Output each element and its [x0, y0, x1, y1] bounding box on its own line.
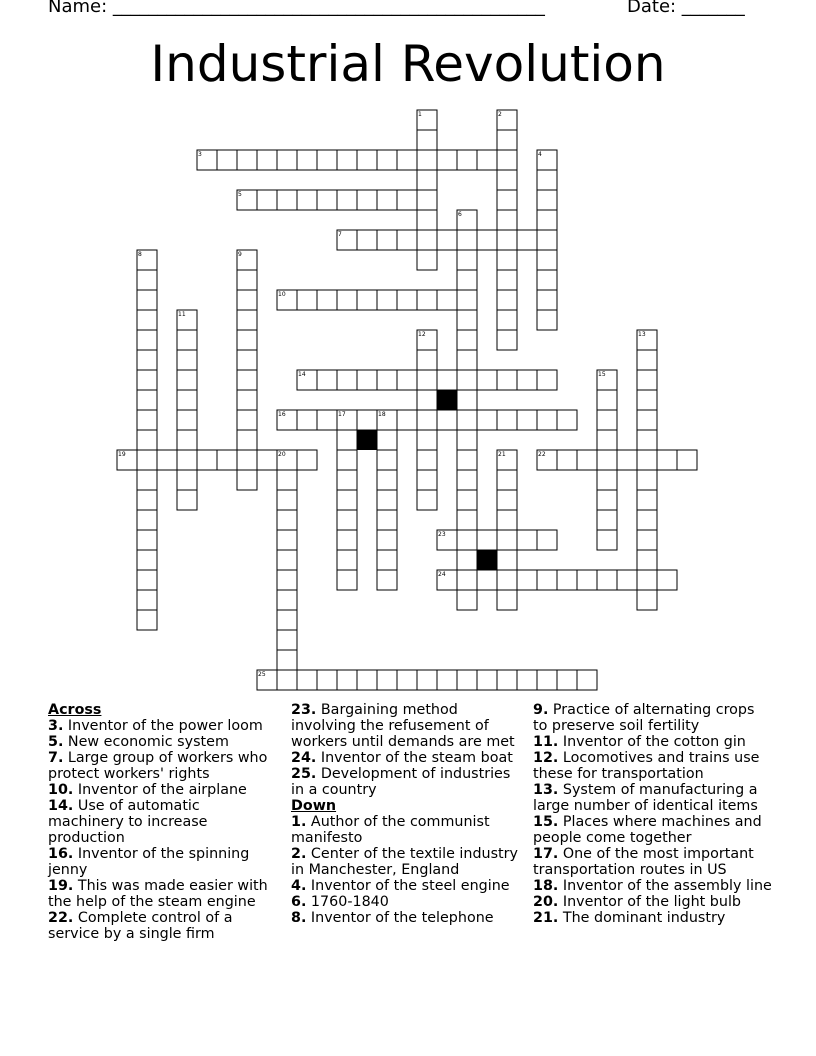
grid-cell[interactable] — [557, 570, 577, 590]
grid-cell[interactable] — [537, 230, 557, 250]
grid-cell[interactable] — [437, 670, 457, 690]
grid-number: 23 — [438, 531, 446, 538]
grid-cell[interactable] — [597, 390, 617, 410]
grid-cell[interactable] — [557, 410, 577, 430]
grid-cell[interactable] — [177, 330, 197, 350]
grid-cell[interactable] — [277, 570, 297, 590]
grid-cell[interactable] — [297, 290, 317, 310]
grid-cell[interactable] — [437, 370, 457, 390]
grid-cell[interactable] — [237, 290, 257, 310]
grid-cell[interactable] — [517, 370, 537, 390]
clue-down-15: 15. Places where machines and people come together — [533, 814, 762, 846]
grid-cell[interactable] — [677, 450, 697, 470]
grid-cell[interactable] — [377, 530, 397, 550]
grid-cell[interactable] — [497, 510, 517, 530]
grid-cell[interactable] — [417, 490, 437, 510]
clue-down-11: 11. Inventor of the cotton gin — [533, 734, 746, 750]
grid-cell[interactable] — [277, 590, 297, 610]
black-square — [437, 390, 457, 410]
grid-cell[interactable] — [177, 370, 197, 390]
grid-cell[interactable] — [237, 370, 257, 390]
grid-cell[interactable] — [457, 250, 477, 270]
grid-cell[interactable] — [657, 570, 677, 590]
grid-cell[interactable] — [497, 570, 517, 590]
grid-number: 9 — [238, 251, 242, 258]
grid-cell[interactable] — [137, 290, 157, 310]
grid-cell[interactable] — [357, 410, 377, 430]
grid-cell[interactable] — [597, 470, 617, 490]
grid-cell[interactable] — [237, 450, 257, 470]
grid-cell[interactable] — [357, 670, 377, 690]
grid-cell[interactable] — [497, 210, 517, 230]
grid-cell[interactable] — [597, 490, 617, 510]
grid-cell[interactable] — [177, 430, 197, 450]
grid-cell[interactable] — [357, 190, 377, 210]
grid-cell[interactable] — [477, 570, 497, 590]
clue-across-22: 22. Complete control of a service by a single firm — [48, 910, 233, 942]
grid-cell[interactable] — [177, 490, 197, 510]
grid-cell[interactable] — [637, 410, 657, 430]
grid-cell[interactable] — [437, 230, 457, 250]
grid-cell[interactable] — [337, 510, 357, 530]
grid-cell[interactable] — [297, 190, 317, 210]
down-heading: Down — [291, 798, 337, 814]
grid-cell[interactable] — [457, 590, 477, 610]
grid-cell[interactable] — [237, 390, 257, 410]
grid-cell[interactable] — [457, 430, 477, 450]
grid-cell[interactable] — [497, 490, 517, 510]
grid-number: 20 — [278, 451, 286, 458]
clue-across-7: 7. Large group of workers who protect workers' rights — [48, 750, 268, 782]
grid-cell[interactable] — [457, 350, 477, 370]
grid-cell[interactable] — [337, 450, 357, 470]
grid-cell[interactable] — [417, 130, 437, 150]
grid-cell[interactable] — [457, 470, 477, 490]
grid-cell[interactable] — [377, 190, 397, 210]
grid-cell[interactable] — [377, 470, 397, 490]
grid-cell[interactable] — [537, 270, 557, 290]
grid-cell[interactable] — [337, 490, 357, 510]
grid-cell[interactable] — [597, 510, 617, 530]
grid-cell[interactable] — [537, 250, 557, 270]
clue-across-3: 3. Inventor of the power loom — [48, 718, 263, 734]
grid-cell[interactable] — [497, 170, 517, 190]
grid-cell[interactable] — [417, 150, 437, 170]
grid-number: 12 — [418, 331, 426, 338]
grid-cell[interactable] — [257, 450, 277, 470]
grid-cell[interactable] — [637, 570, 657, 590]
grid-cell[interactable] — [417, 350, 437, 370]
grid-cell[interactable] — [137, 270, 157, 290]
grid-cell[interactable] — [457, 410, 477, 430]
across-heading: Across — [48, 702, 102, 718]
grid-cell[interactable] — [257, 190, 277, 210]
grid-number: 4 — [538, 151, 542, 158]
grid-cell[interactable] — [457, 510, 477, 530]
grid-cell[interactable] — [357, 150, 377, 170]
grid-cell[interactable] — [297, 410, 317, 430]
grid-cell[interactable] — [597, 410, 617, 430]
grid-cell[interactable] — [457, 570, 477, 590]
grid-cell[interactable] — [217, 150, 237, 170]
grid-cell[interactable] — [317, 670, 337, 690]
grid-cell[interactable] — [277, 490, 297, 510]
grid-cell[interactable] — [277, 670, 297, 690]
grid-cell[interactable] — [517, 530, 537, 550]
grid-cell[interactable] — [457, 330, 477, 350]
grid-cell[interactable] — [137, 610, 157, 630]
grid-cell[interactable] — [177, 350, 197, 370]
grid-cell[interactable] — [177, 390, 197, 410]
grid-cell[interactable] — [177, 410, 197, 430]
grid-cell[interactable] — [497, 270, 517, 290]
grid-cell[interactable] — [457, 230, 477, 250]
grid-cell[interactable] — [337, 470, 357, 490]
grid-cell[interactable] — [137, 530, 157, 550]
grid-cell[interactable] — [417, 290, 437, 310]
grid-cell[interactable] — [457, 290, 477, 310]
grid-cell[interactable] — [137, 570, 157, 590]
grid-cell[interactable] — [377, 430, 397, 450]
clue-across-25: 25. Development of industries in a country — [291, 766, 511, 798]
grid-cell[interactable] — [557, 450, 577, 470]
grid-number: 15 — [598, 371, 606, 378]
grid-cell[interactable] — [617, 450, 637, 470]
grid-cell[interactable] — [517, 410, 537, 430]
grid-cell[interactable] — [217, 450, 237, 470]
clue-down-6: 6. 1760-1840 — [291, 894, 389, 910]
grid-cell[interactable] — [237, 430, 257, 450]
grid-cell[interactable] — [597, 450, 617, 470]
grid-cell[interactable] — [497, 530, 517, 550]
grid-cell[interactable] — [317, 290, 337, 310]
grid-cell[interactable] — [517, 570, 537, 590]
grid-cell[interactable] — [257, 150, 277, 170]
grid-cell[interactable] — [457, 150, 477, 170]
grid-cell[interactable] — [357, 290, 377, 310]
grid-cell[interactable] — [317, 410, 337, 430]
grid-cell[interactable] — [457, 270, 477, 290]
grid-cell[interactable] — [337, 530, 357, 550]
grid-cell[interactable] — [497, 310, 517, 330]
grid-cell[interactable] — [477, 670, 497, 690]
grid-cell[interactable] — [377, 670, 397, 690]
grid-cell[interactable] — [497, 130, 517, 150]
grid-cell[interactable] — [537, 170, 557, 190]
grid-cell[interactable] — [457, 310, 477, 330]
grid-cell[interactable] — [377, 510, 397, 530]
grid-cell[interactable] — [417, 210, 437, 230]
clue-across-5: 5. New economic system — [48, 734, 229, 750]
grid-cell[interactable] — [377, 450, 397, 470]
grid-cell[interactable] — [377, 290, 397, 310]
date-field[interactable]: Date: _______ — [627, 0, 745, 17]
clue-down-18: 18. Inventor of the assembly line — [533, 878, 772, 894]
grid-cell[interactable] — [237, 350, 257, 370]
grid-cell[interactable] — [457, 370, 477, 390]
grid-number: 6 — [458, 211, 462, 218]
grid-cell[interactable] — [617, 570, 637, 590]
grid-cell[interactable] — [637, 530, 657, 550]
grid-cell[interactable] — [497, 410, 517, 430]
grid-cell[interactable] — [477, 370, 497, 390]
grid-number: 17 — [338, 411, 346, 418]
grid-cell[interactable] — [277, 530, 297, 550]
grid-number: 13 — [638, 331, 646, 338]
grid-number: 22 — [538, 451, 546, 458]
grid-cell[interactable] — [517, 230, 537, 250]
grid-cell[interactable] — [137, 370, 157, 390]
grid-cell[interactable] — [357, 230, 377, 250]
clue-down-8: 8. Inventor of the telephone — [291, 910, 494, 926]
grid-cell[interactable] — [417, 190, 437, 210]
grid-cell[interactable] — [457, 490, 477, 510]
grid-cell[interactable] — [497, 290, 517, 310]
grid-cell[interactable] — [337, 190, 357, 210]
grid-cell[interactable] — [137, 410, 157, 430]
clue-down-1: 1. Author of the communist manifesto — [291, 814, 490, 846]
grid-number: 8 — [138, 251, 142, 258]
grid-cell[interactable] — [137, 310, 157, 330]
grid-cell[interactable] — [417, 430, 437, 450]
grid-cell[interactable] — [657, 450, 677, 470]
grid-number: 25 — [258, 671, 266, 678]
grid-cell[interactable] — [637, 550, 657, 570]
grid-cell[interactable] — [497, 470, 517, 490]
grid-cell[interactable] — [497, 670, 517, 690]
grid-cell[interactable] — [537, 530, 557, 550]
grid-cell[interactable] — [457, 550, 477, 570]
grid-cell[interactable] — [377, 150, 397, 170]
clues-col-3 — [533, 702, 773, 926]
grid-cell[interactable] — [417, 390, 437, 410]
grid-cell[interactable] — [137, 350, 157, 370]
grid-number: 14 — [298, 371, 306, 378]
grid-cell[interactable] — [397, 190, 417, 210]
grid-cell[interactable] — [377, 570, 397, 590]
grid-cell[interactable] — [357, 370, 377, 390]
clue-down-4: 4. Inventor of the steel engine — [291, 878, 510, 894]
grid-cell[interactable] — [277, 550, 297, 570]
grid-cell[interactable] — [137, 330, 157, 350]
grid-cell[interactable] — [497, 330, 517, 350]
grid-number: 5 — [238, 191, 242, 198]
clue-across-23: 23. Bargaining method involving the refusement of workers until demands are met — [291, 702, 515, 750]
grid-cell[interactable] — [517, 670, 537, 690]
grid-cell[interactable] — [417, 470, 437, 490]
grid-cell[interactable] — [557, 670, 577, 690]
grid-cell[interactable] — [297, 670, 317, 690]
grid-cell[interactable] — [377, 370, 397, 390]
grid-cell[interactable] — [637, 470, 657, 490]
grid-cell[interactable] — [277, 510, 297, 530]
grid-cell[interactable] — [197, 450, 217, 470]
grid-cell[interactable] — [377, 490, 397, 510]
grid-cell[interactable] — [437, 410, 457, 430]
grid-cell[interactable] — [277, 190, 297, 210]
grid-cell[interactable] — [577, 570, 597, 590]
grid-cell[interactable] — [237, 470, 257, 490]
grid-cell[interactable] — [237, 310, 257, 330]
grid-cell[interactable] — [417, 250, 437, 270]
grid-cell[interactable] — [537, 370, 557, 390]
grid-cell[interactable] — [137, 510, 157, 530]
page-title: Industrial Revolution — [150, 35, 666, 93]
grid-cell[interactable] — [637, 450, 657, 470]
grid-cell[interactable] — [537, 210, 557, 230]
grid-cell[interactable] — [437, 290, 457, 310]
grid-cell[interactable] — [417, 370, 437, 390]
clue-down-9: 9. Practice of alternating crops to preserve soil fertility — [533, 702, 755, 734]
grid-cell[interactable] — [457, 390, 477, 410]
grid-cell[interactable] — [537, 570, 557, 590]
clue-across-16: 16. Inventor of the spinning jenny — [48, 846, 250, 878]
grid-cell[interactable] — [397, 150, 417, 170]
clue-down-12: 12. Locomotives and trains use these for transportation — [533, 750, 760, 782]
grid-cell[interactable] — [437, 150, 457, 170]
clue-down-21: 21. The dominant industry — [533, 910, 726, 926]
grid-cell[interactable] — [477, 410, 497, 430]
grid-cell[interactable] — [477, 230, 497, 250]
grid-cell[interactable] — [577, 450, 597, 470]
grid-number: 1 — [418, 111, 422, 118]
black-square — [357, 430, 377, 450]
grid-number: 16 — [278, 411, 286, 418]
clue-across-14: 14. Use of automatic machinery to increase production — [48, 798, 208, 846]
grid-cell[interactable] — [137, 450, 157, 470]
grid-cell[interactable] — [417, 230, 437, 250]
grid-cell[interactable] — [417, 670, 437, 690]
grid-cell[interactable] — [477, 150, 497, 170]
grid-cell[interactable] — [337, 570, 357, 590]
grid-cell[interactable] — [637, 590, 657, 610]
grid-number: 3 — [198, 151, 202, 158]
grid-cell[interactable] — [237, 150, 257, 170]
grid-number: 18 — [378, 411, 386, 418]
grid-number: 2 — [498, 111, 502, 118]
grid-cell[interactable] — [317, 370, 337, 390]
clue-down-2: 2. Center of the textile industry in Manchester, England — [291, 846, 518, 878]
grid-number: 19 — [118, 451, 126, 458]
grid-cell[interactable] — [457, 530, 477, 550]
grid-cell[interactable] — [537, 670, 557, 690]
grid-cell[interactable] — [177, 470, 197, 490]
grid-cell[interactable] — [597, 570, 617, 590]
grid-cell[interactable] — [397, 410, 417, 430]
grid-cell[interactable] — [457, 670, 477, 690]
grid-cell[interactable] — [137, 490, 157, 510]
grid-cell[interactable] — [637, 510, 657, 530]
grid-cell[interactable] — [337, 550, 357, 570]
grid-cell[interactable] — [337, 290, 357, 310]
grid-cell[interactable] — [637, 370, 657, 390]
grid-cell[interactable] — [417, 170, 437, 190]
grid-cell[interactable] — [457, 450, 477, 470]
clue-across-10: 10. Inventor of the airplane — [48, 782, 247, 798]
grid-cell[interactable] — [297, 150, 317, 170]
grid-cell[interactable] — [497, 590, 517, 610]
grid-cell[interactable] — [497, 150, 517, 170]
grid-number: 21 — [498, 451, 506, 458]
clue-across-24: 24. Inventor of the steam boat — [291, 750, 513, 766]
clue-down-17: 17. One of the most important transportation routes in US — [533, 846, 754, 878]
clue-down-13: 13. System of manufacturing a large number of identical items — [533, 782, 758, 814]
grid-cell[interactable] — [637, 430, 657, 450]
grid-cell[interactable] — [637, 490, 657, 510]
grid-number: 11 — [178, 311, 186, 318]
grid-cell[interactable] — [497, 550, 517, 570]
grid-cell[interactable] — [137, 470, 157, 490]
grid-cell[interactable] — [337, 370, 357, 390]
grid-cell[interactable] — [537, 190, 557, 210]
clues-col-1 — [48, 702, 270, 942]
clue-down-20: 20. Inventor of the light bulb — [533, 894, 741, 910]
grid-cell[interactable] — [277, 150, 297, 170]
grid-cell[interactable] — [137, 550, 157, 570]
grid-cell[interactable] — [337, 670, 357, 690]
grid-cell[interactable] — [317, 150, 337, 170]
grid-cell[interactable] — [537, 410, 557, 430]
grid-cell[interactable] — [477, 530, 497, 550]
grid-cell[interactable] — [237, 330, 257, 350]
grid-cell[interactable] — [497, 190, 517, 210]
grid-cell[interactable] — [277, 650, 297, 670]
grid-cell[interactable] — [277, 470, 297, 490]
grid-cell[interactable] — [237, 270, 257, 290]
grid-cell[interactable] — [417, 450, 437, 470]
grid-cell[interactable] — [277, 630, 297, 650]
grid-cell[interactable] — [397, 670, 417, 690]
clues-col-2 — [291, 702, 519, 926]
grid-cell[interactable] — [537, 310, 557, 330]
grid-cell[interactable] — [337, 150, 357, 170]
grid-cell[interactable] — [597, 430, 617, 450]
grid-cell[interactable] — [637, 390, 657, 410]
grid-cell[interactable] — [137, 430, 157, 450]
grid-cell[interactable] — [237, 410, 257, 430]
clue-across-19: 19. This was made easier with the help of the steam engine — [48, 878, 268, 910]
grid-cell[interactable] — [497, 370, 517, 390]
grid-cell[interactable] — [497, 230, 517, 250]
grid-cell[interactable] — [417, 410, 437, 430]
name-field[interactable]: Name: ________________________________________________ — [48, 0, 545, 17]
grid-cell[interactable] — [397, 230, 417, 250]
grid-cell[interactable] — [137, 390, 157, 410]
grid-cell[interactable] — [577, 670, 597, 690]
grid-number: 24 — [438, 571, 446, 578]
grid-cell[interactable] — [337, 430, 357, 450]
grid-cell[interactable] — [637, 350, 657, 370]
grid-cell[interactable] — [317, 190, 337, 210]
grid-cell[interactable] — [137, 590, 157, 610]
grid-number: 10 — [278, 291, 286, 298]
grid-cell[interactable] — [157, 450, 177, 470]
grid-cell[interactable] — [377, 550, 397, 570]
grid-cell[interactable] — [297, 450, 317, 470]
grid-number: 7 — [338, 231, 342, 238]
grid-cell[interactable] — [597, 530, 617, 550]
grid-cell[interactable] — [537, 290, 557, 310]
grid-cell[interactable] — [497, 250, 517, 270]
grid-cell[interactable] — [177, 450, 197, 470]
grid-cell[interactable] — [277, 610, 297, 630]
black-square — [477, 550, 497, 570]
grid-cell[interactable] — [397, 290, 417, 310]
grid-cell[interactable] — [397, 370, 417, 390]
grid-cell[interactable] — [377, 230, 397, 250]
